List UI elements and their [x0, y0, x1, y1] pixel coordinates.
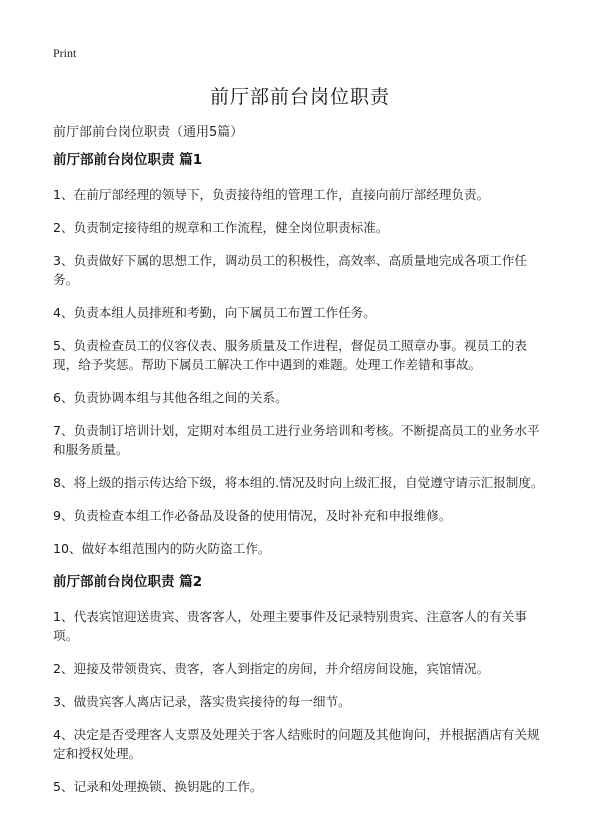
list-item: 4、决定是否受理客人支票及处理关于客人结账时的问题及其他询问，并根据酒店有关规定和授权处理。: [53, 727, 540, 761]
list-item: 5、记录和处理换锁、换钥匙的工作。: [53, 779, 263, 794]
list-item: 1、在前厅部经理的领导下，负责接待组的管理工作，直接向前厅部经理负责。: [53, 187, 490, 202]
list-item: 2、迎接及带领贵宾、贵客，客人到指定的房间，并介绍房间设施，宾馆情况。: [53, 661, 490, 676]
print-label: Print: [53, 46, 77, 60]
section-heading: 前厅部前台岗位职责 篇2: [53, 574, 203, 590]
list-item: 2、负责制定接待组的规章和工作流程，健全岗位职责标准。: [53, 220, 389, 235]
list-item: 8、将上级的指示传达给下级，将本组的.情况及时向上级汇报，自觉遵守请示汇报制度。: [53, 475, 544, 490]
list-item: 7、负责制订培训计划，定期对本组员工进行业务培训和考核。不断提高员工的业务水平和服务质量。: [53, 423, 540, 457]
list-item: 3、负责做好下属的思想工作，调动员工的积极性，高效率、高质量地完成各项工作任务。: [53, 253, 527, 287]
list-item: 10、做好本组范围内的防火防盗工作。: [53, 541, 271, 556]
document-subtitle: 前厅部前台岗位职责（通用5篇）: [53, 125, 244, 140]
list-item: 9、负责检查本组工作必备品及设备的使用情况，及时补充和申报维修。: [53, 508, 452, 523]
list-item: 5、负责检查员工的仪容仪表、服务质量及工作进程，督促员工照章办事。视员工的表现，给予奖惩。帮助下属员工解决工作中遇到的难题。处理工作差错和事故。: [53, 338, 527, 372]
list-item: 1、代表宾馆迎送贵宾、贵客客人，处理主要事件及记录特别贵宾、注意客人的有关事项。: [53, 609, 527, 643]
section-heading: 前厅部前台岗位职责 篇1: [53, 152, 203, 168]
list-item: 6、负责协调本组与其他各组之间的关系。: [53, 390, 288, 405]
list-item: 4、负责本组人员排班和考勤，向下属员工布置工作任务。: [53, 305, 376, 320]
page-title: 前厅部前台岗位职责: [209, 86, 390, 108]
document-body: [53, 150, 552, 810]
list-item: 3、做贵宾客人离店记录，落实贵宾接待的每一细节。: [53, 694, 351, 709]
section-2: [53, 572, 552, 796]
section-1: [53, 150, 552, 558]
